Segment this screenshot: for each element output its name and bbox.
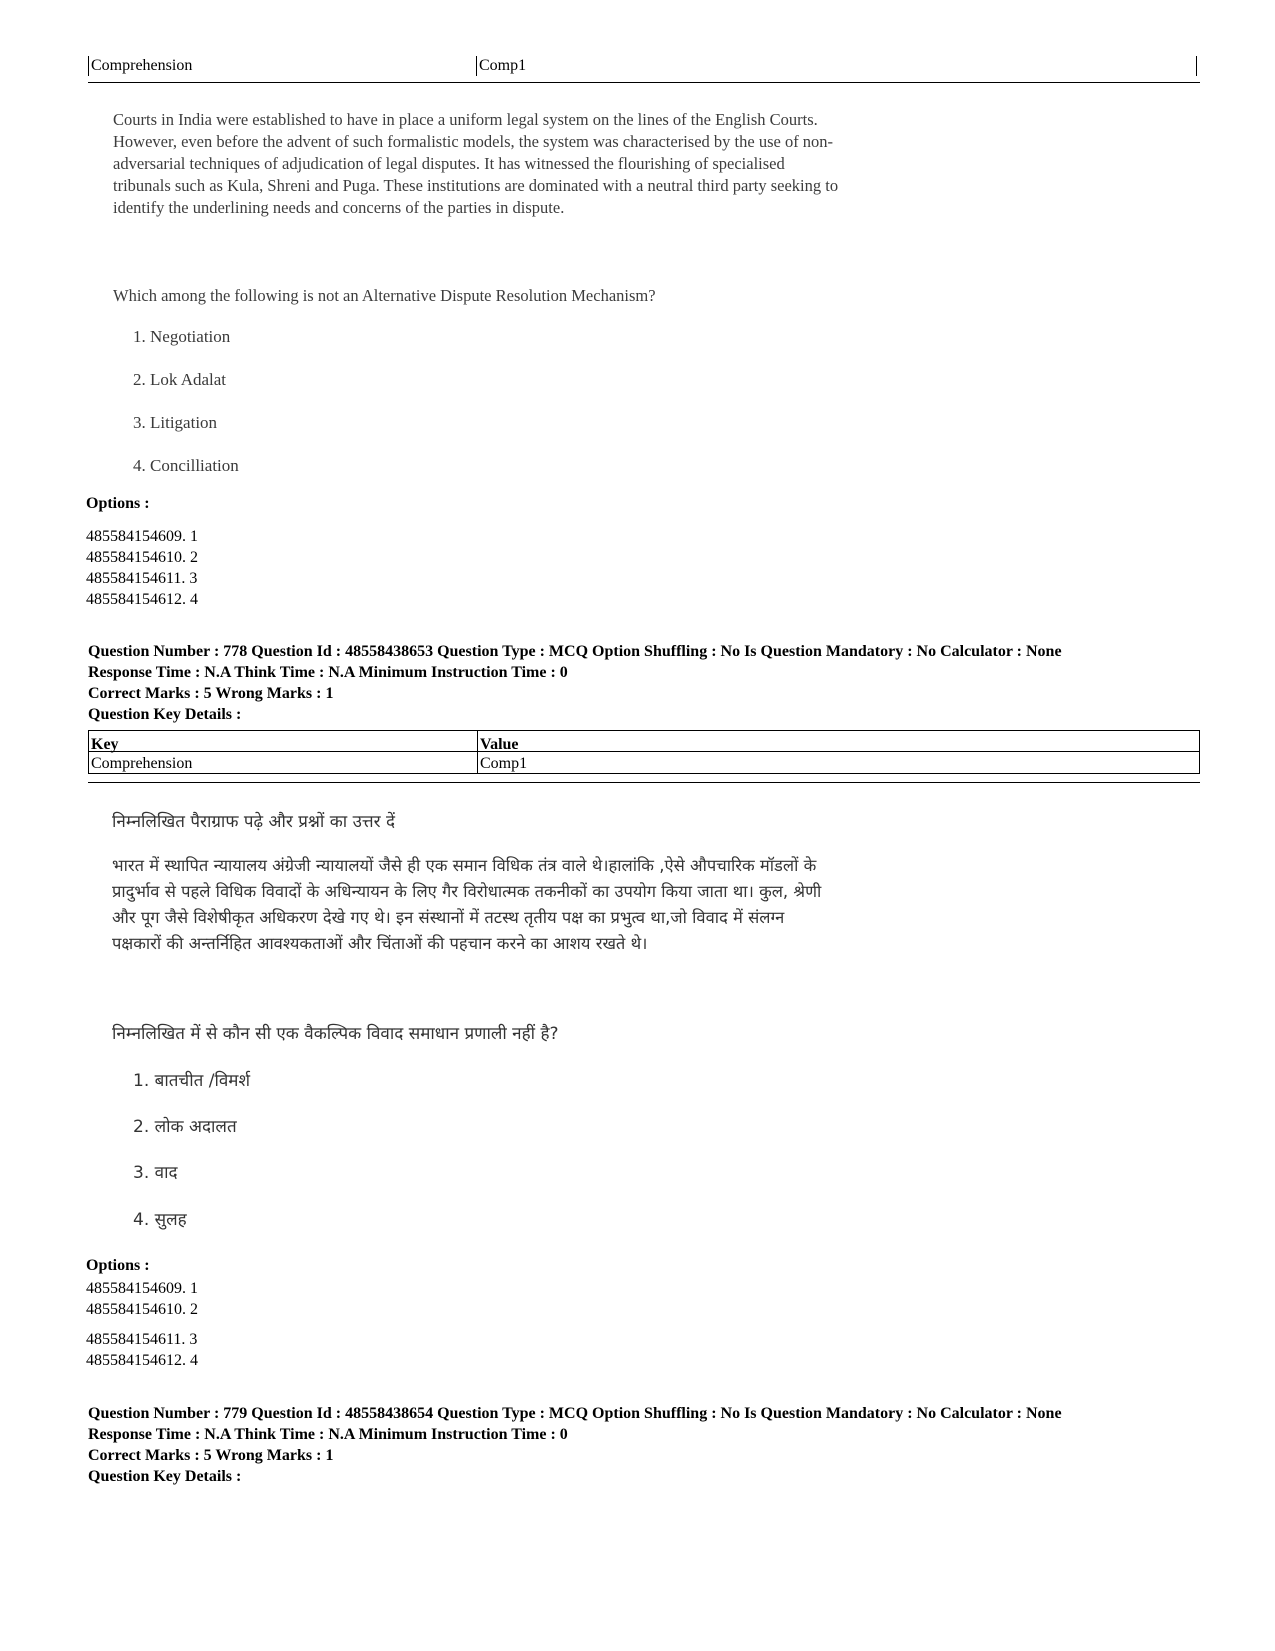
table-header-value: Value bbox=[480, 736, 519, 753]
options-label: Options : bbox=[86, 1257, 150, 1274]
choice-item: 3. Litigation bbox=[133, 413, 218, 432]
passage-line: पक्षकारों की अन्तर्निहित आवश्यकताओं और चिंताओं की पहचान करने का आशय रखते थे। bbox=[112, 934, 648, 953]
option-item: 485584154611. 3 bbox=[86, 1331, 198, 1348]
question-key-details-label: Question Key Details : bbox=[88, 706, 242, 723]
key-cell: Comprehension bbox=[88, 56, 476, 76]
passage-line: However, even before the advent of such formalistic models, the system was characterised by the use of non- bbox=[113, 132, 834, 151]
row-end-border bbox=[1196, 56, 1199, 76]
question-meta-line: Question Number : 778 Question Id : 48558438653 Question Type : MCQ Option Shuffling : No Is Question Mandatory : No Calculator : None bbox=[88, 643, 1062, 660]
table-row-divider bbox=[89, 751, 1199, 752]
question-meta-line: Question Number : 779 Question Id : 48558438654 Question Type : MCQ Option Shuffling : No Is Question Mandatory : No Calculator : None bbox=[88, 1405, 1062, 1422]
question-text: Which among the following is not an Alternative Dispute Resolution Mechanism? bbox=[113, 286, 656, 305]
option-item: 485584154611. 3 bbox=[86, 570, 198, 587]
passage-line: tribunals such as Kula, Shreni and Puga. These institutions are dominated with a neutral third party seeking to bbox=[113, 176, 839, 195]
table-cell-key: Comprehension bbox=[91, 755, 193, 772]
passage-line: और पूग जैसे विशेषीकृत अधिकरण देखे गए थे। इन संस्थानों में तटस्थ तृतीय पक्ष का प्रभुत्व था,जो विवाद में संलग्न bbox=[112, 908, 785, 927]
options-label: Options : bbox=[86, 495, 150, 512]
passage-line: Courts in India were established to have in place a uniform legal system on the lines of the English Courts. bbox=[113, 110, 818, 129]
question-marks: Correct Marks : 5 Wrong Marks : 1 bbox=[88, 1447, 334, 1464]
question-marks: Correct Marks : 5 Wrong Marks : 1 bbox=[88, 685, 334, 702]
question-key-details-label: Question Key Details : bbox=[88, 1468, 242, 1485]
table-header-key: Key bbox=[91, 736, 119, 753]
section-divider bbox=[88, 782, 1200, 783]
choice-item: 3. वाद bbox=[133, 1163, 178, 1183]
option-item: 485584154610. 2 bbox=[86, 1301, 198, 1318]
passage-line: identify the underlining needs and concerns of the parties in dispute. bbox=[113, 198, 565, 217]
choice-item: 2. लोक अदालत bbox=[133, 1117, 237, 1137]
choice-item: 4. सुलह bbox=[133, 1210, 187, 1230]
section-divider bbox=[88, 82, 1200, 83]
option-item: 485584154612. 4 bbox=[86, 1352, 198, 1369]
question-meta-line: Response Time : N.A Think Time : N.A Minimum Instruction Time : 0 bbox=[88, 1426, 568, 1443]
option-item: 485584154612. 4 bbox=[86, 591, 198, 608]
choice-item: 4. Concilliation bbox=[133, 456, 239, 475]
table-column-divider bbox=[477, 731, 478, 773]
passage-line: भारत में स्थापित न्यायालय अंग्रेजी न्यायालयों जैसे ही एक समान विधिक तंत्र वाले थे।हालांकि ,ऐसे औपचारिक मॉडलों के bbox=[112, 856, 817, 875]
option-item: 485584154609. 1 bbox=[86, 1280, 198, 1297]
choice-item: 1. Negotiation bbox=[133, 327, 231, 346]
comprehension-key-row bbox=[88, 56, 1200, 78]
key-details-table bbox=[88, 730, 1200, 774]
question-text: निम्नलिखित में से कौन सी एक वैकल्पिक विवाद समाधान प्रणाली नहीं है? bbox=[112, 1024, 559, 1044]
passage-line: प्रादुर्भाव से पहले विधिक विवादों के अधिन्यायन के लिए गैर विरोधात्मक तकनीकों का उपयोग किया जाता था। कुल, श्रेणी bbox=[112, 882, 822, 901]
choice-item: 2. Lok Adalat bbox=[133, 370, 227, 389]
option-item: 485584154609. 1 bbox=[86, 528, 198, 545]
passage-line: adversarial techniques of adjudication of legal disputes. It has witnessed the flourishing of specialised bbox=[113, 154, 785, 173]
passage-heading: निम्नलिखित पैराग्राफ पढ़े और प्रश्नों का उत्तर दें bbox=[112, 812, 396, 832]
choice-item: 1. बातचीत /विमर्श bbox=[133, 1071, 251, 1091]
question-meta-line: Response Time : N.A Think Time : N.A Minimum Instruction Time : 0 bbox=[88, 664, 568, 681]
value-cell: Comp1 bbox=[476, 56, 1199, 76]
table-cell-value: Comp1 bbox=[480, 755, 528, 772]
option-item: 485584154610. 2 bbox=[86, 549, 198, 566]
